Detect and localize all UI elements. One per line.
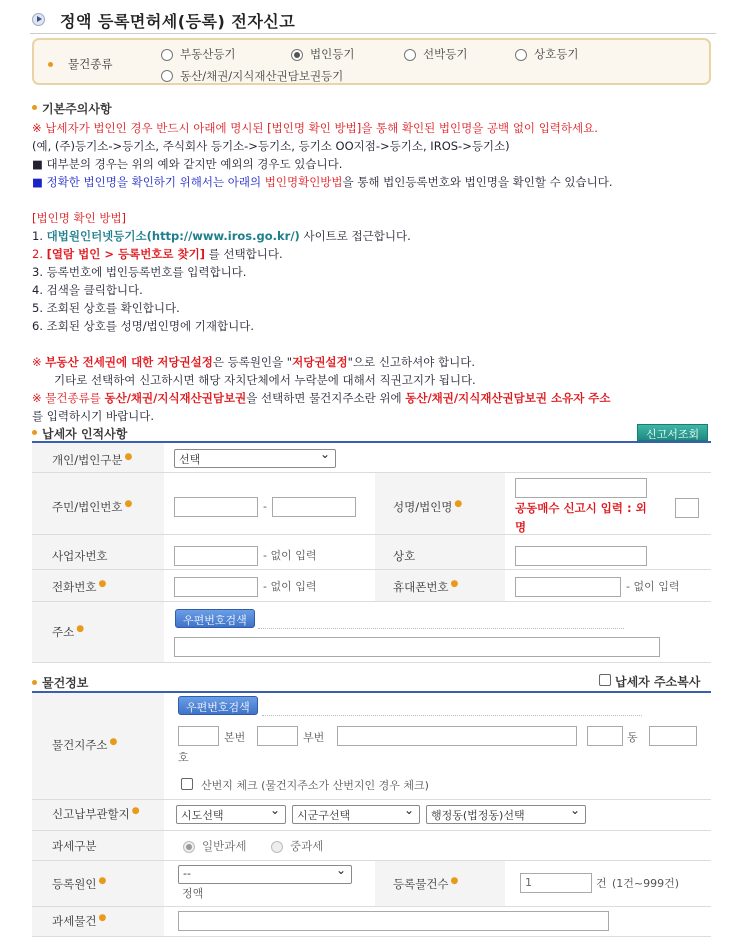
name-input[interactable] xyxy=(515,478,647,498)
mobile-label: 휴대폰번호 ● xyxy=(393,579,459,594)
row-divider xyxy=(32,799,711,800)
radio-label: 법인등기 xyxy=(310,47,355,61)
main-lot-number-input[interactable] xyxy=(178,726,219,746)
id-number-back-input[interactable] xyxy=(272,497,356,517)
radio-movable-collateral[interactable] xyxy=(161,70,173,82)
title-bar xyxy=(0,0,739,36)
row-divider xyxy=(32,830,711,831)
zip-display xyxy=(262,715,642,716)
dong-label: 동 xyxy=(627,731,638,744)
property-type-box xyxy=(32,38,711,85)
radio-heavy-tax[interactable] xyxy=(271,841,283,853)
no-dash-note: - 없이 입력 xyxy=(263,580,317,593)
building-name-input[interactable] xyxy=(337,726,577,746)
joint-purchase-note: 공동매수 신고시 입력 : 외 xyxy=(515,501,647,515)
bullet-icon xyxy=(32,680,37,685)
registration-cause-label: 등록원인 ● xyxy=(52,876,107,891)
mountain-lot-checkbox[interactable] xyxy=(181,778,193,790)
method-step: 5. 조회된 상호를 확인합니다. xyxy=(32,301,180,315)
person-type-label: 개인/법인구분 ● xyxy=(52,452,133,467)
sub-lot-number-input[interactable] xyxy=(257,726,298,746)
notice-line: (예, (주)등기소->등기소, 주식회사 등기소->등기소, 등기소 OO지점->등기소, IROS->등기소) xyxy=(32,139,510,153)
zip-display xyxy=(258,628,624,629)
jurisdiction-label: 신고납부관할지 ● xyxy=(52,806,140,821)
lookup-report-button[interactable]: 신고서조회 xyxy=(637,424,708,441)
joint-suffix: 명 xyxy=(515,520,527,534)
id-number-label: 주민/법인번호 ● xyxy=(52,499,133,514)
mountain-lot-label: 산번지 체크 (물건지주소가 산번지인 경우 체크) xyxy=(201,779,429,792)
radio-corporation[interactable] xyxy=(291,49,303,61)
radio-label: 선박등기 xyxy=(423,47,468,61)
registration-cause-sub: 정액 xyxy=(182,887,204,900)
property-type-label: 물건종류 xyxy=(68,57,113,71)
person-type-select[interactable]: 선택 ⌄ xyxy=(174,449,336,468)
registration-count-input[interactable]: 1 xyxy=(520,873,592,893)
method-step: 2. [열람 법인 > 등록번호로 찾기] 를 선택합니다. xyxy=(32,247,283,261)
business-number-label: 사업자번호 xyxy=(52,549,108,563)
arrow-bullet-icon xyxy=(32,13,45,26)
taxable-object-label: 과세물건 ● xyxy=(52,913,107,928)
registration-cause-select[interactable]: -- ⌄ xyxy=(178,865,352,884)
copy-address-label: 납세자 주소복사 xyxy=(615,675,701,689)
radio-ship[interactable] xyxy=(404,49,416,61)
radio-label: 동산/채권/지식재산권담보권등기 xyxy=(180,69,344,83)
warning-line: ※ 부동산 전세권에 대한 저당권설정은 등록원인을 "저당권설정"으로 신고하셔야 합니다. xyxy=(32,355,476,369)
business-number-input[interactable] xyxy=(174,546,258,566)
sigungu-select[interactable]: 시군구선택 ⌄ xyxy=(292,805,420,824)
radio-label: 일반과세 xyxy=(202,839,247,853)
copy-address-checkbox[interactable] xyxy=(599,674,611,686)
method-step: 1. 대법원인터넷등기소(http://www.iros.go.kr/) 사이트로 접근합니다. xyxy=(32,229,411,243)
notice-line: ※ 납세자가 법인인 경우 반드시 아래에 명시된 [법인명 확인 방법]을 통해 확인된 법인명을 공백 없이 입력하세요. xyxy=(32,121,598,135)
warning-line: 를 입력하시기 바랍니다. xyxy=(32,409,155,423)
ho-label: 호 xyxy=(178,751,189,764)
warning-line: 기타로 선택하여 신고하시면 해당 자치단체에서 누락분에 대해서 직권고지가 됩니다. xyxy=(54,373,476,387)
taxpayer-title: 납세자 인적사항 xyxy=(42,427,128,441)
address-label: 주소 ● xyxy=(52,624,85,639)
notice-title: 기본주의사항 xyxy=(42,102,112,116)
row-divider xyxy=(32,472,711,473)
radio-label: 부동산등기 xyxy=(180,47,236,61)
tax-type-label: 과세구분 xyxy=(52,839,97,853)
property-title: 물건정보 xyxy=(42,676,89,690)
trade-name-input[interactable] xyxy=(515,546,647,566)
id-dash: - xyxy=(263,500,267,513)
radio-general-tax[interactable] xyxy=(183,841,195,853)
ho-input[interactable] xyxy=(649,726,697,746)
method-step: 4. 검색을 클릭합니다. xyxy=(32,283,143,297)
no-dash-note: - 없이 입력 xyxy=(263,549,317,562)
zip-search-button[interactable]: 우편번호검색 xyxy=(178,696,258,715)
property-address-label: 물건지주소 ● xyxy=(52,737,118,752)
name-label: 성명/법인명 ● xyxy=(393,499,463,514)
radio-label: 중과세 xyxy=(290,839,324,853)
row-divider xyxy=(32,662,711,663)
count-range: (1건~999건) xyxy=(612,877,680,890)
row-divider xyxy=(32,534,711,535)
phone-input[interactable] xyxy=(174,577,258,597)
joint-count-input[interactable] xyxy=(675,498,699,518)
no-dash-note: - 없이 입력 xyxy=(626,580,680,593)
method-title: [법인명 확인 방법] xyxy=(32,211,127,225)
page-title: 정액 등록면허세(등록) 전자신고 xyxy=(60,12,296,31)
main-lot-label: 본번 xyxy=(224,731,246,744)
method-step: 6. 조회된 상호를 성명/법인명에 기재합니다. xyxy=(32,319,254,333)
radio-trade-name[interactable] xyxy=(515,49,527,61)
count-unit: 건 xyxy=(596,877,607,890)
row-divider xyxy=(32,601,711,602)
sub-lot-label: 부번 xyxy=(303,731,325,744)
mobile-input[interactable] xyxy=(515,577,621,597)
bullet-icon xyxy=(48,62,53,67)
method-step: 3. 등록번호에 법인등록번호를 입력합니다. xyxy=(32,265,247,279)
row-divider xyxy=(32,936,711,937)
dong-select[interactable]: 행정동(법정동)선택 ⌄ xyxy=(426,805,586,824)
phone-label: 전화번호 ● xyxy=(52,579,107,594)
radio-real-estate[interactable] xyxy=(161,49,173,61)
row-divider xyxy=(32,860,711,861)
dong-input[interactable] xyxy=(587,726,623,746)
divider xyxy=(30,33,716,34)
radio-label: 상호등기 xyxy=(534,47,579,61)
sido-select[interactable]: 시도선택 ⌄ xyxy=(176,805,286,824)
id-number-front-input[interactable] xyxy=(174,497,258,517)
bullet-icon xyxy=(32,105,37,110)
taxable-object-input[interactable] xyxy=(178,911,609,931)
address-input[interactable] xyxy=(174,637,660,657)
notice-line: ■ 대부분의 경우는 위의 예와 같지만 예외의 경우도 있습니다. xyxy=(32,157,343,171)
warning-line: ※ 물건종류를 동산/채권/지식재산권담보권을 선택하면 물건지주소란 위에 동산/채권/지식재산권담보권 소유자 주소 xyxy=(32,391,611,405)
trade-name-label: 상호 xyxy=(393,549,416,563)
row-divider xyxy=(32,569,711,570)
registration-count-label: 등록물건수 ● xyxy=(393,876,459,891)
notice-line: ■ 정확한 법인명을 확인하기 위해서는 아래의 법인명확인방법을 통해 법인등록번호와 법인명을 확인할 수 있습니다. xyxy=(32,175,613,189)
bullet-icon xyxy=(32,430,37,435)
zip-search-button[interactable]: 우편번호검색 xyxy=(175,609,255,628)
row-divider xyxy=(32,906,711,907)
